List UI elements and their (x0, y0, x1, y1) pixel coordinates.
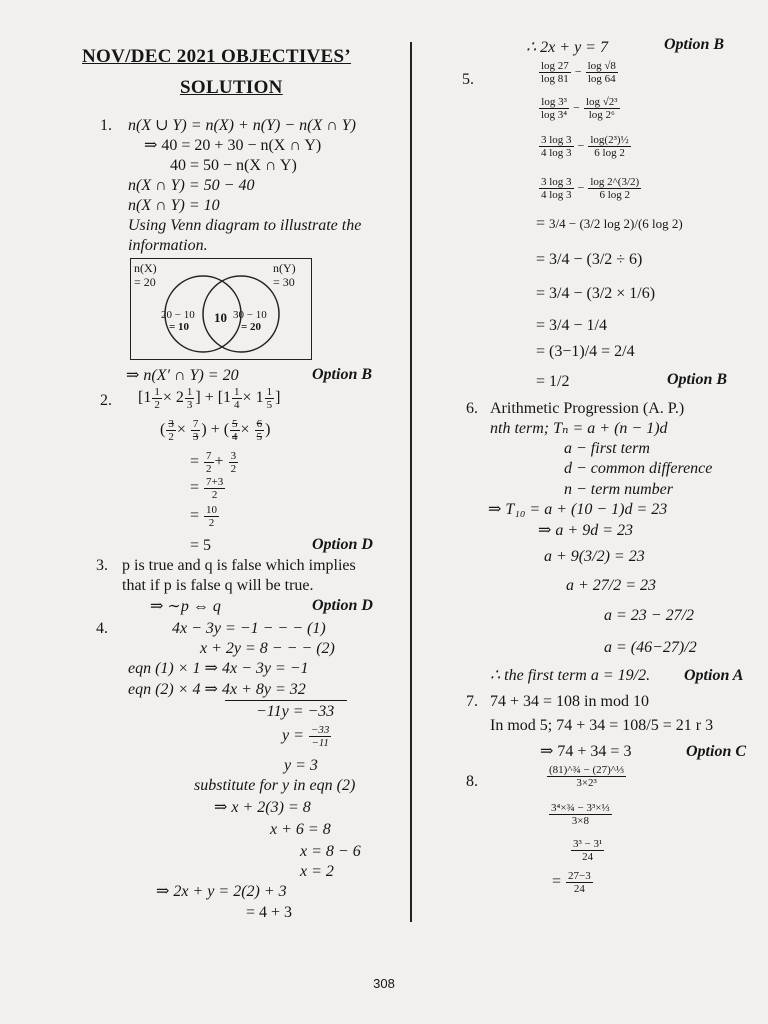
q6-line12: ∴ the first term a = 19/2. (490, 667, 651, 684)
q7-option: Option C (686, 743, 747, 760)
q8-row1 (546, 764, 627, 789)
q4-denominator: −11 (311, 737, 329, 749)
q7-number: 7. (466, 693, 478, 710)
q4-line15: ∴ 2x + y = 7 (526, 39, 608, 56)
q5-r4d: 6 log 2 (599, 189, 631, 201)
q4-line14: = 4 + 3 (246, 904, 293, 921)
q5-row8: = 3/4 − 1/4 (536, 317, 607, 334)
page-title: NOV/DEC 2021 OBJECTIVES’ (82, 46, 352, 67)
q2-line6: = 5 (190, 537, 212, 554)
q5-row6: = 3/4 − (3/2 ÷ 6) (536, 251, 643, 268)
q5-r9: (3−1)/4 = 2/4 (549, 343, 635, 360)
q5-row2: $\frac{\text{log 3³}}{\text{log 3⁴}}$ − $\frac{\text{log √2³}}{\text{log 2⁶}}$ (541, 96, 618, 121)
q5-r3b: 4 log 3 (541, 147, 572, 159)
q5-r3d: 6 log 2 (594, 147, 625, 159)
q8-row4: = $\frac{27-3}{24}$ (552, 870, 591, 895)
q2-line2: ( $\frac{3}{2}$ × $\frac{7}{3}$ ) + ( $\frac{5}{4}$ × $\frac{6}{5}$ ) (160, 418, 271, 443)
q8-l3n: 3³ − 3¹ (573, 838, 603, 850)
q6-line8: a + 9(3/2) = 23 (544, 548, 645, 565)
q4-numerator: −33 (310, 724, 330, 736)
q4-number: 4. (96, 620, 108, 637)
q5-r10: 1/2 (549, 373, 570, 390)
q6-line10: a = 23 − 27/2 (604, 607, 695, 624)
q8-row3 (570, 838, 605, 863)
q2-frac-a: 7 (206, 450, 212, 462)
q5-row1: $\frac{\log 27}{\log 81}$ − $\frac{\log √8}{\log 64}$ (541, 60, 616, 85)
q5-r3a: 3 log 3 (541, 134, 572, 146)
q5-row7: = 3/4 − (3/2 × 1/6) (536, 285, 656, 302)
q4-line4: eqn (2) × 4 ⇒ 4x + 8y = 32 (128, 681, 306, 698)
q4-line1: 4x − 3y = −1 − − − (1) (172, 620, 326, 637)
q1-line3: 40 = 50 − n(X ∩ Y) (170, 157, 297, 174)
q8-row2 (548, 802, 613, 827)
venn-left-value: = 10 (169, 321, 190, 333)
q1-line7: information. (128, 237, 208, 254)
q5-r2a: log 3³ (539, 96, 569, 109)
q7-line2: In mod 5; 74 + 34 = 108/5 = 21 r 3 (490, 717, 714, 734)
q5-row10: = 1/2 (536, 373, 570, 390)
q3-line1: p is true and q is false which implies (122, 557, 356, 574)
q1-line5: n(X ∩ Y) = 10 (128, 197, 220, 214)
q6-line2: nth term; Tₙ = a + (n − 1)d (490, 420, 668, 437)
q7-line3: ⇒ 74 + 34 = 3 (540, 743, 632, 760)
q5-row4: $\frac{3 \log 3}{4 \log 3}$ − $\frac{\log 2\^{}(3/2)}{6 \log 2}$ (541, 176, 640, 201)
q2-option: Option D (312, 536, 373, 553)
q8-l2n: 3⁴×¾ − 3³×⅓ (551, 802, 610, 814)
q5-r5: 3/4 − (3/2 log 2)/(6 log 2) (549, 216, 683, 231)
q2-ten: 10 (206, 504, 218, 516)
q1-number: 1. (100, 117, 112, 134)
q2-frac-b: 3 (230, 450, 237, 462)
q6-line7: ⇒ a + 9d = 23 (538, 522, 633, 539)
q5-r4a: 3 log 3 (541, 176, 572, 188)
q5-option: Option B (667, 371, 728, 388)
q5-r1b: log 81 (541, 73, 569, 85)
venn-right-expr: 30 − 10 (233, 309, 267, 321)
q4-line10: x + 6 = 8 (270, 821, 331, 838)
q8-number: 8. (466, 773, 478, 790)
q5-r4b: 4 log 3 (541, 189, 572, 201)
column-divider (410, 42, 412, 922)
q5-r6: 3/4 − (3/2 ÷ 6) (549, 251, 643, 268)
q1-option: Option B (312, 366, 373, 383)
q5-r2d: log 2⁶ (588, 109, 615, 121)
q3-option: Option D (312, 597, 373, 614)
venn-left-expr: 20 − 10 (161, 309, 195, 321)
q6-line1: Arithmetic Progression (A. P.) (490, 400, 685, 417)
q7-line1: 74 + 34 = 108 in mod 10 (490, 693, 649, 710)
q2-number: 2. (100, 392, 112, 409)
q8-l4n: 27−3 (568, 870, 591, 882)
q6-line5: n − term number (564, 481, 674, 498)
q3-number: 3. (96, 557, 108, 574)
q5-r1a: log 27 (541, 60, 569, 72)
page-subtitle: SOLUTION (180, 77, 283, 98)
q8-l4d: 24 (573, 883, 585, 895)
q1-line8: ⇒ n(X′ ∩ Y) = 20 (126, 367, 239, 384)
q5-r2b: log 3⁴ (541, 109, 568, 121)
q4-line9: ⇒ x + 2(3) = 8 (214, 799, 311, 816)
q4-line8: substitute for y in eqn (2) (194, 777, 356, 794)
q5-row9: = (3−1)/4 = 2/4 (536, 343, 635, 360)
q4-subtraction-rule (225, 700, 347, 701)
q5-r3c: log(2³)½ (590, 134, 629, 146)
q4-line11: x = 8 − 6 (300, 843, 361, 860)
q5-r1d: log 64 (587, 73, 616, 85)
venn-nx-label: n(X) (134, 261, 157, 275)
q5-row3: $\frac{3 \log 3}{4 \log 3}$ − $\frac{\text{log(2³)½}}{6 \log 2}$ (541, 134, 629, 159)
q8-l2d: 3×8 (571, 815, 589, 827)
q2-line4: = $\frac{7+3}{2}$ (190, 476, 224, 501)
q1-line6: Using Venn diagram to illustrate the (128, 217, 362, 234)
q3-line2: that if p is false q will be true. (122, 577, 314, 594)
q4-line13: ⇒ 2x + y = 2(2) + 3 (156, 883, 287, 900)
q8-l1n: (81)^¾ − (27)^⅓ (549, 764, 625, 776)
venn-ny-label: n(Y) (273, 261, 296, 275)
q6-line6: ⇒ T₁₀ = a + (10 − 1)d = 23 (488, 501, 668, 518)
q1-line2: ⇒ 40 = 20 + 30 − n(X ∩ Y) (144, 137, 322, 154)
q5-r1c: log √8 (587, 60, 616, 72)
q6-line3: a − first term (564, 440, 650, 457)
q5-r4c: log 2^(3/2) (590, 176, 640, 188)
q4-line7: y = 3 (284, 757, 318, 774)
q8-l1d: 3×2³ (576, 777, 597, 789)
q2-line1: [1 $\frac{1}{2}$ × 2 $\frac{1}{3}$ ] + [1 $\frac{1}{4}$ × 1 $\frac{1}{5}$ ] (138, 386, 281, 411)
q5-row5: = 3/4 − (3/2 log 2)/(6 log 2) (536, 215, 683, 232)
venn-right-value: = 20 (241, 321, 262, 333)
q4-line2: x + 2y = 8 − − − (2) (200, 640, 335, 657)
q5-number: 5. (462, 71, 474, 88)
q4-line6: y = $\frac{-33}{-11}$ (282, 724, 330, 749)
q4-option: Option B (664, 36, 725, 53)
q2-line5: = $\frac{10}{2}$ (190, 504, 218, 529)
q5-r7: 3/4 − (3/2 × 1/6) (549, 285, 656, 302)
q5-r2c: log √2³ (585, 96, 618, 108)
q2-sum: 7+3 (206, 476, 224, 488)
venn-ny-value: = 30 (273, 275, 295, 289)
q4-line5: −11y = −33 (256, 703, 335, 720)
q6-number: 6. (466, 400, 478, 417)
q8-l3d: 24 (582, 851, 594, 863)
q1-line1: n(X ∪ Y) = n(X) + n(Y) − n(X ∩ Y) (128, 117, 356, 134)
q6-option: Option A (684, 667, 744, 684)
q6-line11: a = (46−27)/2 (604, 639, 697, 656)
q4-line3: eqn (1) × 1 ⇒ 4x − 3y = −1 (128, 660, 309, 677)
q6-line4: d − common difference (564, 460, 713, 477)
q1-line4: n(X ∩ Y) = 50 − 40 (128, 177, 255, 194)
venn-nx-value: = 20 (134, 275, 156, 289)
q3-line3: ⇒ ∼p ⇔ q (150, 598, 221, 615)
q2-line3: = $\frac{7}{2}$ + $\frac{3}{2}$ (190, 450, 237, 475)
venn-diagram (130, 258, 312, 360)
q4-line12: x = 2 (300, 863, 334, 880)
venn-intersection: 10 (214, 310, 227, 325)
q6-line9: a + 27/2 = 23 (566, 577, 657, 594)
q5-r8: 3/4 − 1/4 (549, 317, 607, 334)
page-number: 308 (373, 976, 395, 991)
